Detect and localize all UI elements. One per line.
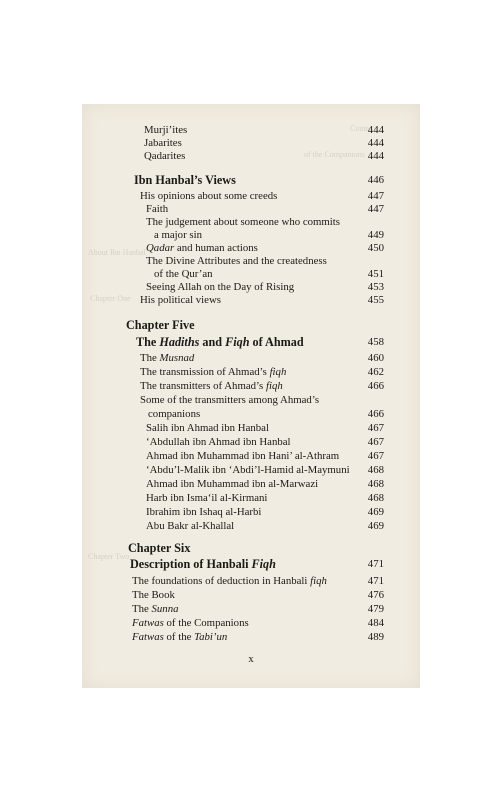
entry-page-number: 469 [367, 520, 384, 532]
entry-title: companions [148, 408, 201, 420]
entry-title: Ibn Hanbal’s Views [134, 173, 236, 187]
entry-title: Jabarites [144, 137, 182, 149]
entry-title: Faith [146, 203, 169, 215]
entry-page-number: 489 [367, 631, 384, 643]
entry-page-number: 466 [367, 408, 384, 420]
entry-title: The transmission of Ahmad’s fiqh [140, 366, 287, 378]
entry-title: Abu Bakr al-Khallal [146, 520, 235, 532]
entry-page-number: 458 [367, 336, 384, 348]
entry-title: Seeing Allah on the Day of Rising [146, 281, 295, 293]
entry-page-number: 453 [367, 281, 384, 293]
entry-page-number: 450 [367, 242, 384, 254]
entry-page-number: 446 [367, 174, 384, 186]
entry-title: of the Qur’an [154, 268, 213, 280]
entry-page-number: 447 [367, 190, 384, 202]
entry-title: The Hadiths and Fiqh of Ahmad [136, 335, 304, 349]
entry-page-number: 467 [367, 422, 384, 434]
entry-page-number: 471 [367, 558, 384, 570]
entry-title: Qadar and human actions [146, 242, 258, 254]
entry-title: Fatwas of the Companions [132, 617, 249, 629]
entry-title: Fatwas of the Tabi’un [132, 631, 228, 643]
entry-page-number: 476 [367, 589, 384, 601]
entry-page-number: 468 [367, 464, 384, 476]
entry-page-number: 479 [367, 603, 384, 615]
entry-page-number: 460 [367, 352, 384, 364]
entry-title: Murji’ites [144, 124, 188, 136]
entry-title: Ahmad ibn Muhammad ibn Hani’ al-Athram [146, 450, 340, 462]
entry-page-number: 471 [367, 575, 384, 587]
entry-page-number: 467 [367, 450, 384, 462]
entry-title: Qadarites [144, 150, 186, 162]
entry-page-number: 469 [367, 506, 384, 518]
entry-title: The transmitters of Ahmad’s fiqh [140, 380, 283, 392]
entry-title: The Divine Attributes and the createdness [146, 255, 327, 267]
book-page [82, 104, 420, 688]
entry-title: Ahmad ibn Muhammad ibn al-Marwazi [146, 478, 319, 490]
entry-title: a major sin [154, 229, 202, 241]
entry-title: His political views [140, 294, 221, 306]
entry-title: ‘Abdu’l-Malik ibn ‘Abdi’l-Hamid al-Maymuni [146, 464, 350, 476]
entry-title: Some of the transmitters among Ahmad’s [140, 394, 320, 406]
entry-page-number: 455 [367, 294, 384, 306]
entry-title: ‘Abdullah ibn Ahmad ibn Hanbal [146, 436, 291, 448]
show-through-text: About Ibn Hanbal [88, 248, 146, 257]
entry-title: The Book [132, 589, 175, 601]
entry-page-number: 467 [367, 436, 384, 448]
show-through-text: of the Companions [304, 150, 365, 159]
entry-page-number: 468 [367, 492, 384, 504]
entry-title: The Musnad [140, 352, 195, 364]
table-of-contents [82, 104, 420, 688]
entry-title: Ibrahim ibn Ishaq al-Harbi [146, 506, 262, 518]
entry-page-number: 444 [367, 124, 384, 136]
entry-page-number: 444 [367, 150, 384, 162]
entry-title: The Sunna [132, 603, 179, 615]
show-through-text: Chapter Two [88, 552, 130, 561]
entry-page-number: 451 [367, 268, 384, 280]
show-through-text: Conte [350, 124, 370, 133]
entry-title: The judgement about someone who commits [146, 216, 341, 228]
entry-title: Description of Hanbali Fiqh [130, 557, 276, 571]
entry-page-number: 484 [367, 617, 384, 629]
entry-page-number: 468 [367, 478, 384, 490]
entry-title: Harb ibn Isma‘il al-Kirmani [146, 492, 268, 504]
entry-title: Chapter Five [126, 318, 195, 332]
entry-page-number: 462 [367, 366, 384, 378]
entry-title: Chapter Six [128, 541, 191, 555]
page-number: x [248, 654, 254, 665]
entry-page-number: 444 [367, 137, 384, 149]
show-through-text: Chapter One [90, 294, 131, 303]
entry-title: His opinions about some creeds [140, 190, 278, 202]
entry-page-number: 449 [367, 229, 384, 241]
entry-title: The foundations of deduction in Hanbali fiqh [132, 575, 327, 587]
entry-page-number: 447 [367, 203, 384, 215]
entry-page-number: 466 [367, 380, 384, 392]
entry-title: Salih ibn Ahmad ibn Hanbal [146, 422, 269, 434]
